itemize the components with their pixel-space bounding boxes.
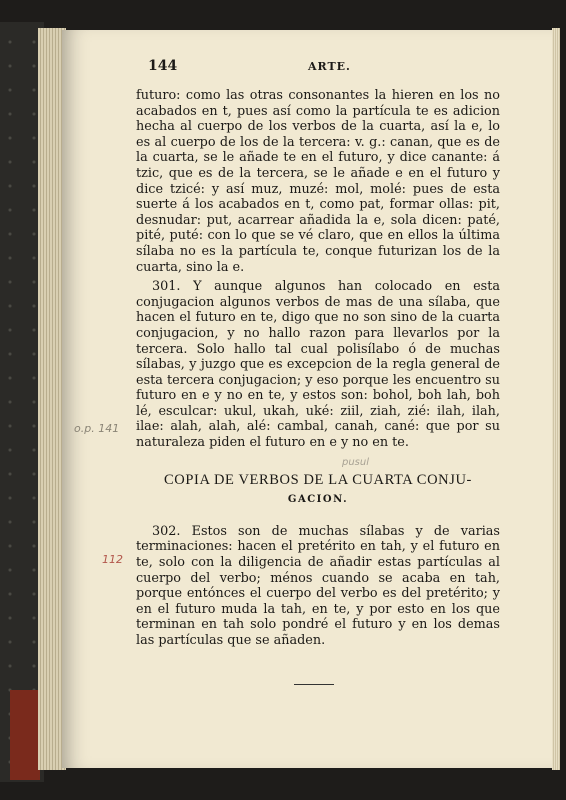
page-header: [148, 58, 528, 78]
paragraph-302: 302. Estos son de muchas sílabas y de varias terminaciones: hacen el pretérito en tah, y el futuro en te, solo con la diligencia de añadir estas partículas al cuerpo del verbo; ménos cuando se acaba en tah, porque entónces el cuerpo del verbo es del pretérito; y en el futuro muda la tah, en te, y por esto en los que terminan en tah solo pondré el futuro y en los demas las partículas que se añaden.: [136, 523, 500, 648]
section-heading: COPIA DE VERBOS DE LA CUARTA CONJU-: [164, 471, 472, 488]
margin-note-pencil: o.p. 141: [74, 422, 120, 435]
paragraph-continuation: futuro: como las otras consonantes la hieren en los no acabados en t, pues así como la partícula te es adicion hecha al cuerpo de los verbos de la cuarta, así la e, lo es al cuerpo de los de la tercera: v. g.: canan, que es de la cuarta, se le añade te en el futuro, y dice canante: á tzic, que es de la tercera, se le añade e en el futuro y dice tzicé: y así muz, muzé: mol, molé: pues de esta suerte á los acabados en t, como pat, formar ollas: pit, desnudar: put, acarrear añadida la e, sola dicen: paté, pité, puté: con lo que se vé claro, que en ellos la última sílaba no es la partícula te, conque futurizan los de la cuarta, sino la e.: [136, 88, 500, 275]
paragraph-301: 301. Y aunque algunos han colocado en esta conjugacion algunos verbos de mas de una sílaba, que hacen el futuro en te, digo que no son sino de la cuarta conjugacion, y no hallo razon para llevarlos por la tercera. Solo hallo tal cual polisílabo ó de muchas sílabas, y juzgo que es excepcion de la regla general de esta tercera conjugacion; y eso porque les encuentro su futuro en e y no en te, y estos son: bohol, boh lah, boh lé, esculcar: ukul, ukah, uké: ziil, ziah, zié: ilah, ilah, ilae: alah, alah, alé: cambal, canah, cané: que por su naturaleza piden el futuro en e y no en te.: [136, 279, 500, 451]
inline-pencil-note: pusul: [342, 457, 370, 468]
running-head: ARTE.: [308, 60, 351, 73]
page-body: [136, 88, 500, 649]
end-rule: [294, 684, 334, 685]
page-number: 144: [148, 58, 178, 74]
cover-corner: [10, 690, 40, 780]
margin-note-red: 112: [102, 553, 123, 566]
section-subheading: GACION.: [287, 494, 349, 506]
page-fore-edge: [552, 28, 560, 770]
